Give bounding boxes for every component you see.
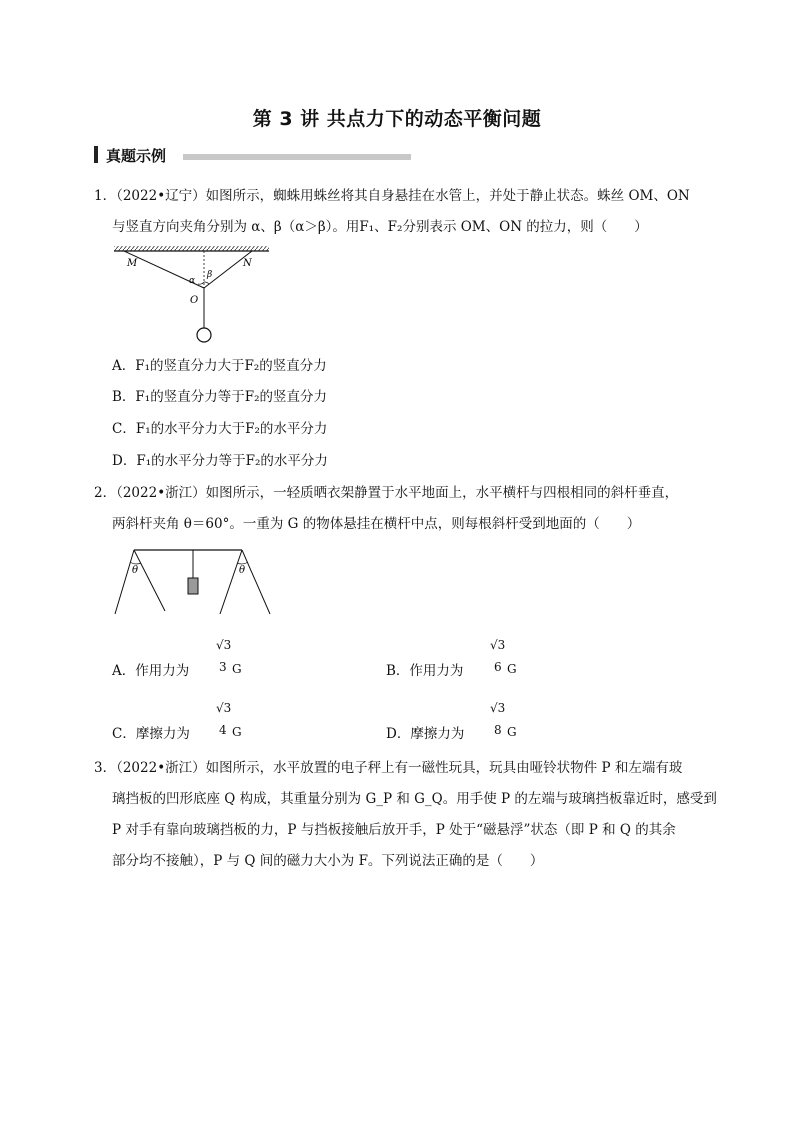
label-o: O bbox=[190, 295, 199, 306]
q3-stem-line3: P 对手有靠向玻璃挡板的力，P 与挡板接触后放开手，P 处于“磁悬浮”状态（即 P 和 Q 的其余 bbox=[112, 822, 676, 838]
q1-option-d[interactable]: D．F₁的水平分力等于F₂的水平分力 bbox=[112, 453, 328, 469]
q2-option-b[interactable] bbox=[386, 662, 463, 680]
section-marker bbox=[94, 146, 98, 163]
hanging-weight bbox=[188, 578, 198, 594]
q2-option-d-denominator: 8 bbox=[494, 723, 502, 737]
left-leg-outer bbox=[115, 550, 134, 614]
spider-ball bbox=[197, 328, 211, 342]
q1-option-a[interactable]: A．F₁的竖直分力大于F₂的竖直分力 bbox=[112, 358, 327, 374]
left-leg-inner bbox=[134, 550, 165, 611]
q2-option-b-denominator: 6 bbox=[494, 660, 502, 674]
section-label: 真题示例 bbox=[106, 147, 167, 165]
q1-stem-line1: 1．（2022•辽宁）如图所示，蜘蛛用蛛丝将其自身悬挂在水管上，并处于静止状态。蛛丝 OM、ON bbox=[94, 188, 690, 204]
q2-option-b-unit: G bbox=[507, 662, 517, 676]
q2-clothes-rack-figure bbox=[112, 544, 277, 618]
q2-stem-line1: 2．（2022•浙江）如图所示，一轻质晒衣架静置于水平地面上，水平横杆与四根相同的斜杆垂直， bbox=[94, 485, 679, 501]
q2-option-c-unit: G bbox=[232, 725, 242, 739]
q2-option-a-label: A．作用力为 bbox=[112, 663, 190, 679]
q2-stem-line2: 两斜杆夹角 θ＝60°。一重为 G 的物体悬挂在横杆中点，则每根斜杆受到地面的（ ） bbox=[112, 516, 641, 532]
q1-stem-line2: 与竖直方向夹角分别为 α、β（α＞β）。用F₁、F₂分别表示 OM、ON 的拉力，则（ ） bbox=[112, 219, 648, 235]
q2-option-a[interactable] bbox=[112, 662, 189, 680]
q3-stem-line4: 部分均不接触），P 与 Q 间的磁力大小为 F。下列说法正确的是（ ） bbox=[112, 853, 544, 869]
page-title: 第 3 讲 共点力下的动态平衡问题 bbox=[252, 108, 542, 130]
label-beta: β bbox=[207, 270, 213, 280]
q2-option-a-numerator: √3 bbox=[216, 638, 232, 652]
q3-stem-line2: 璃挡板的凹形底座 Q 构成，其重量分别为 G_P 和 G_Q。用手使 P 的左端与玻璃挡板靠近时，感受到 bbox=[112, 791, 717, 807]
right-leg-inner bbox=[220, 550, 242, 614]
label-m: M bbox=[127, 258, 138, 269]
q2-option-d-label: D．摩擦力为 bbox=[386, 726, 465, 742]
q2-option-b-numerator: √3 bbox=[490, 638, 506, 652]
q2-option-a-unit: G bbox=[232, 662, 242, 676]
label-theta-left: θ bbox=[132, 565, 139, 576]
q1-spider-figure bbox=[112, 244, 272, 346]
label-alpha: α bbox=[189, 276, 196, 286]
q2-option-d[interactable] bbox=[386, 725, 464, 743]
ceiling-hatch bbox=[114, 246, 269, 251]
q2-option-c-denominator: 4 bbox=[219, 723, 227, 737]
q2-option-c-label: C．摩擦力为 bbox=[112, 726, 190, 742]
q2-option-b-label: B．作用力为 bbox=[386, 663, 464, 679]
q1-option-c[interactable]: C．F₁的水平分力大于F₂的水平分力 bbox=[112, 421, 328, 437]
section-divider bbox=[183, 154, 411, 160]
label-n: N bbox=[243, 258, 252, 269]
q1-option-b[interactable]: B．F₁的竖直分力等于F₂的竖直分力 bbox=[112, 389, 327, 405]
label-theta-right: θ bbox=[239, 565, 246, 576]
q2-option-d-numerator: √3 bbox=[490, 701, 506, 715]
q2-option-c-numerator: √3 bbox=[216, 701, 232, 715]
q2-option-c[interactable] bbox=[112, 725, 190, 743]
q2-option-a-denominator: 3 bbox=[219, 660, 227, 674]
right-leg-outer bbox=[242, 550, 270, 614]
q3-stem-line1: 3．（2022•浙江）如图所示，水平放置的电子秤上有一磁性玩具，玩具由哑铃状物件 P 和左端有玻 bbox=[94, 760, 683, 776]
q2-option-d-unit: G bbox=[507, 725, 517, 739]
